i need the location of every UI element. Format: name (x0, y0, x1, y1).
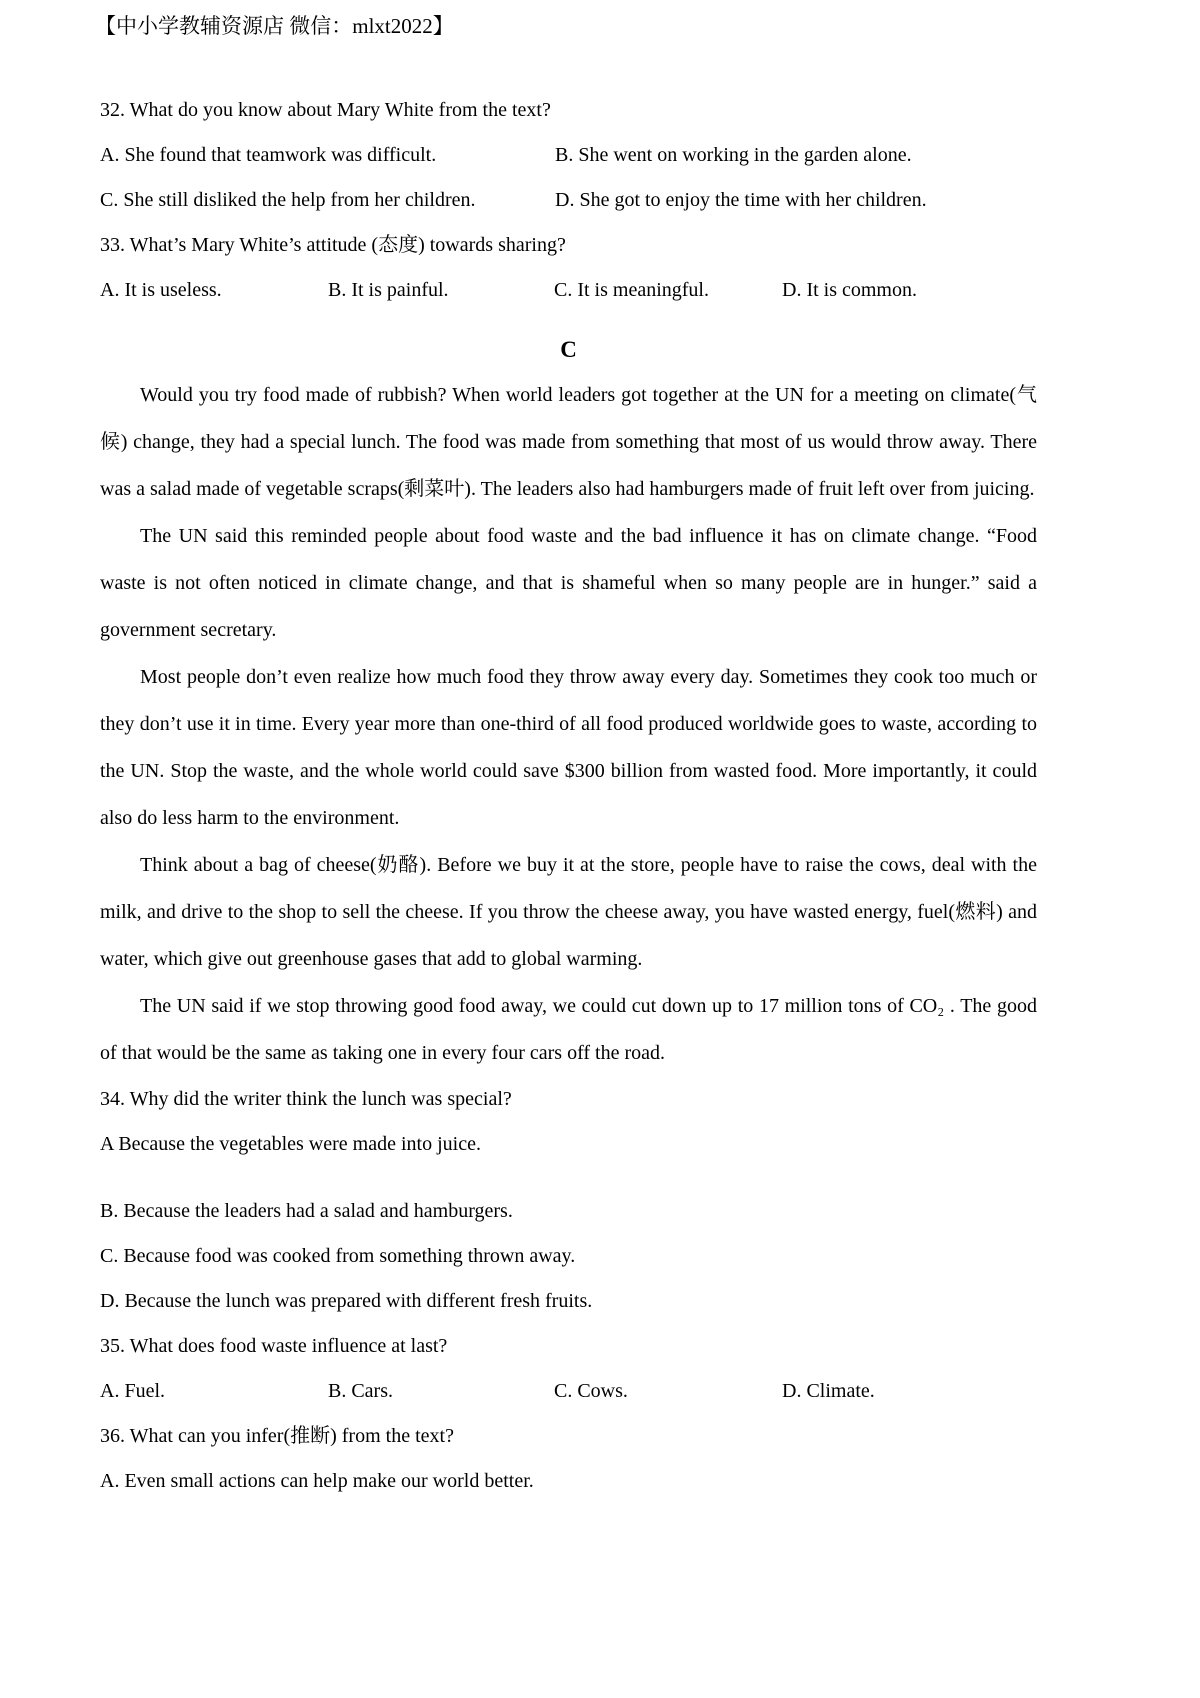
question-32-option-b: B. She went on working in the garden alone. (555, 144, 912, 166)
question-35-option-d: D. Climate. (782, 1380, 875, 1402)
question-36: 36. What can you infer(推断) from the text? (100, 1425, 454, 1447)
question-32-option-d: D. She got to enjoy the time with her children. (555, 189, 927, 211)
question-35-option-a: A. Fuel. (100, 1380, 165, 1402)
question-34-option-a: A Because the vegetables were made into juice. (100, 1133, 481, 1155)
question-36-option-a: A. Even small actions can help make our world better. (100, 1470, 534, 1492)
question-34: 34. Why did the writer think the lunch was special? (100, 1088, 512, 1110)
question-34-option-c: C. Because food was cooked from something thrown away. (100, 1245, 576, 1267)
question-32-options-row-2 (100, 178, 1037, 223)
question-35: 35. What does food waste influence at last? (100, 1335, 448, 1357)
question-35-options (100, 1369, 1037, 1414)
question-33-option-c: C. It is meaningful. (554, 279, 709, 301)
question-35-option-b: B. Cars. (328, 1380, 393, 1402)
question-33-option-d: D. It is common. (782, 279, 917, 301)
exam-content (100, 88, 1037, 1504)
question-33: 33. What’s Mary White’s attitude (态度) towards sharing? (100, 234, 566, 256)
question-33-options (100, 268, 1037, 313)
question-34-option-d: D. Because the lunch was prepared with different fresh fruits. (100, 1290, 593, 1312)
question-34-option-b: B. Because the leaders had a salad and hamburgers. (100, 1200, 513, 1222)
passage-section-heading: C (560, 337, 577, 362)
reading-passage (100, 372, 1037, 1077)
question-32-option-a: A. She found that teamwork was difficult. (100, 144, 437, 166)
passage-paragraph-2: The UN said this reminded people about food waste and the bad influence it has on climate change. “Food waste is not often noticed in climate change, and that is shameful when so many people are in hunger.” said a government secretary. (100, 525, 1037, 641)
question-35-option-c: C. Cows. (554, 1380, 628, 1402)
question-33-option-b: B. It is painful. (328, 279, 449, 301)
passage-paragraph-5: The UN said if we stop throwing good food away, we could cut down up to 17 million tons of CO₂ . The good of that would be the same as taking one in every four cars off the road. (100, 995, 1037, 1064)
question-32-option-c: C. She still disliked the help from her children. (100, 189, 476, 211)
question-32-options-row-1 (100, 133, 1037, 178)
passage-paragraph-3: Most people don’t even realize how much food they throw away every day. Sometimes they cook too much or they don’t use it in time. Every year more than one-third of all food produced worldwide goes to waste, according to the UN. Stop the waste, and the whole world could save $300 billion from wasted food. More importantly, it could also do less harm to the environment. (100, 666, 1037, 829)
question-32: 32. What do you know about Mary White from the text? (100, 99, 551, 121)
passage-paragraph-4: Think about a bag of cheese(奶酪). Before we buy it at the store, people have to raise the cows, deal with the milk, and drive to the shop to sell the cheese. If you throw the cheese away, you have wasted energy, fuel(燃料) and water, which give out greenhouse gases that add to global warming. (100, 854, 1037, 970)
store-watermark-header: 【中小学教辅资源店 微信：mlxt2022】 (95, 14, 454, 38)
passage-paragraph-1: Would you try food made of rubbish? When world leaders got together at the UN for a meeting on climate(气候) change, they had a special lunch. The food was made from something that most of us would throw away. There was a salad made of vegetable scraps(剩菜叶). The leaders also had hamburgers made of fruit left over from juicing. (100, 384, 1037, 500)
question-33-option-a: A. It is useless. (100, 279, 222, 301)
